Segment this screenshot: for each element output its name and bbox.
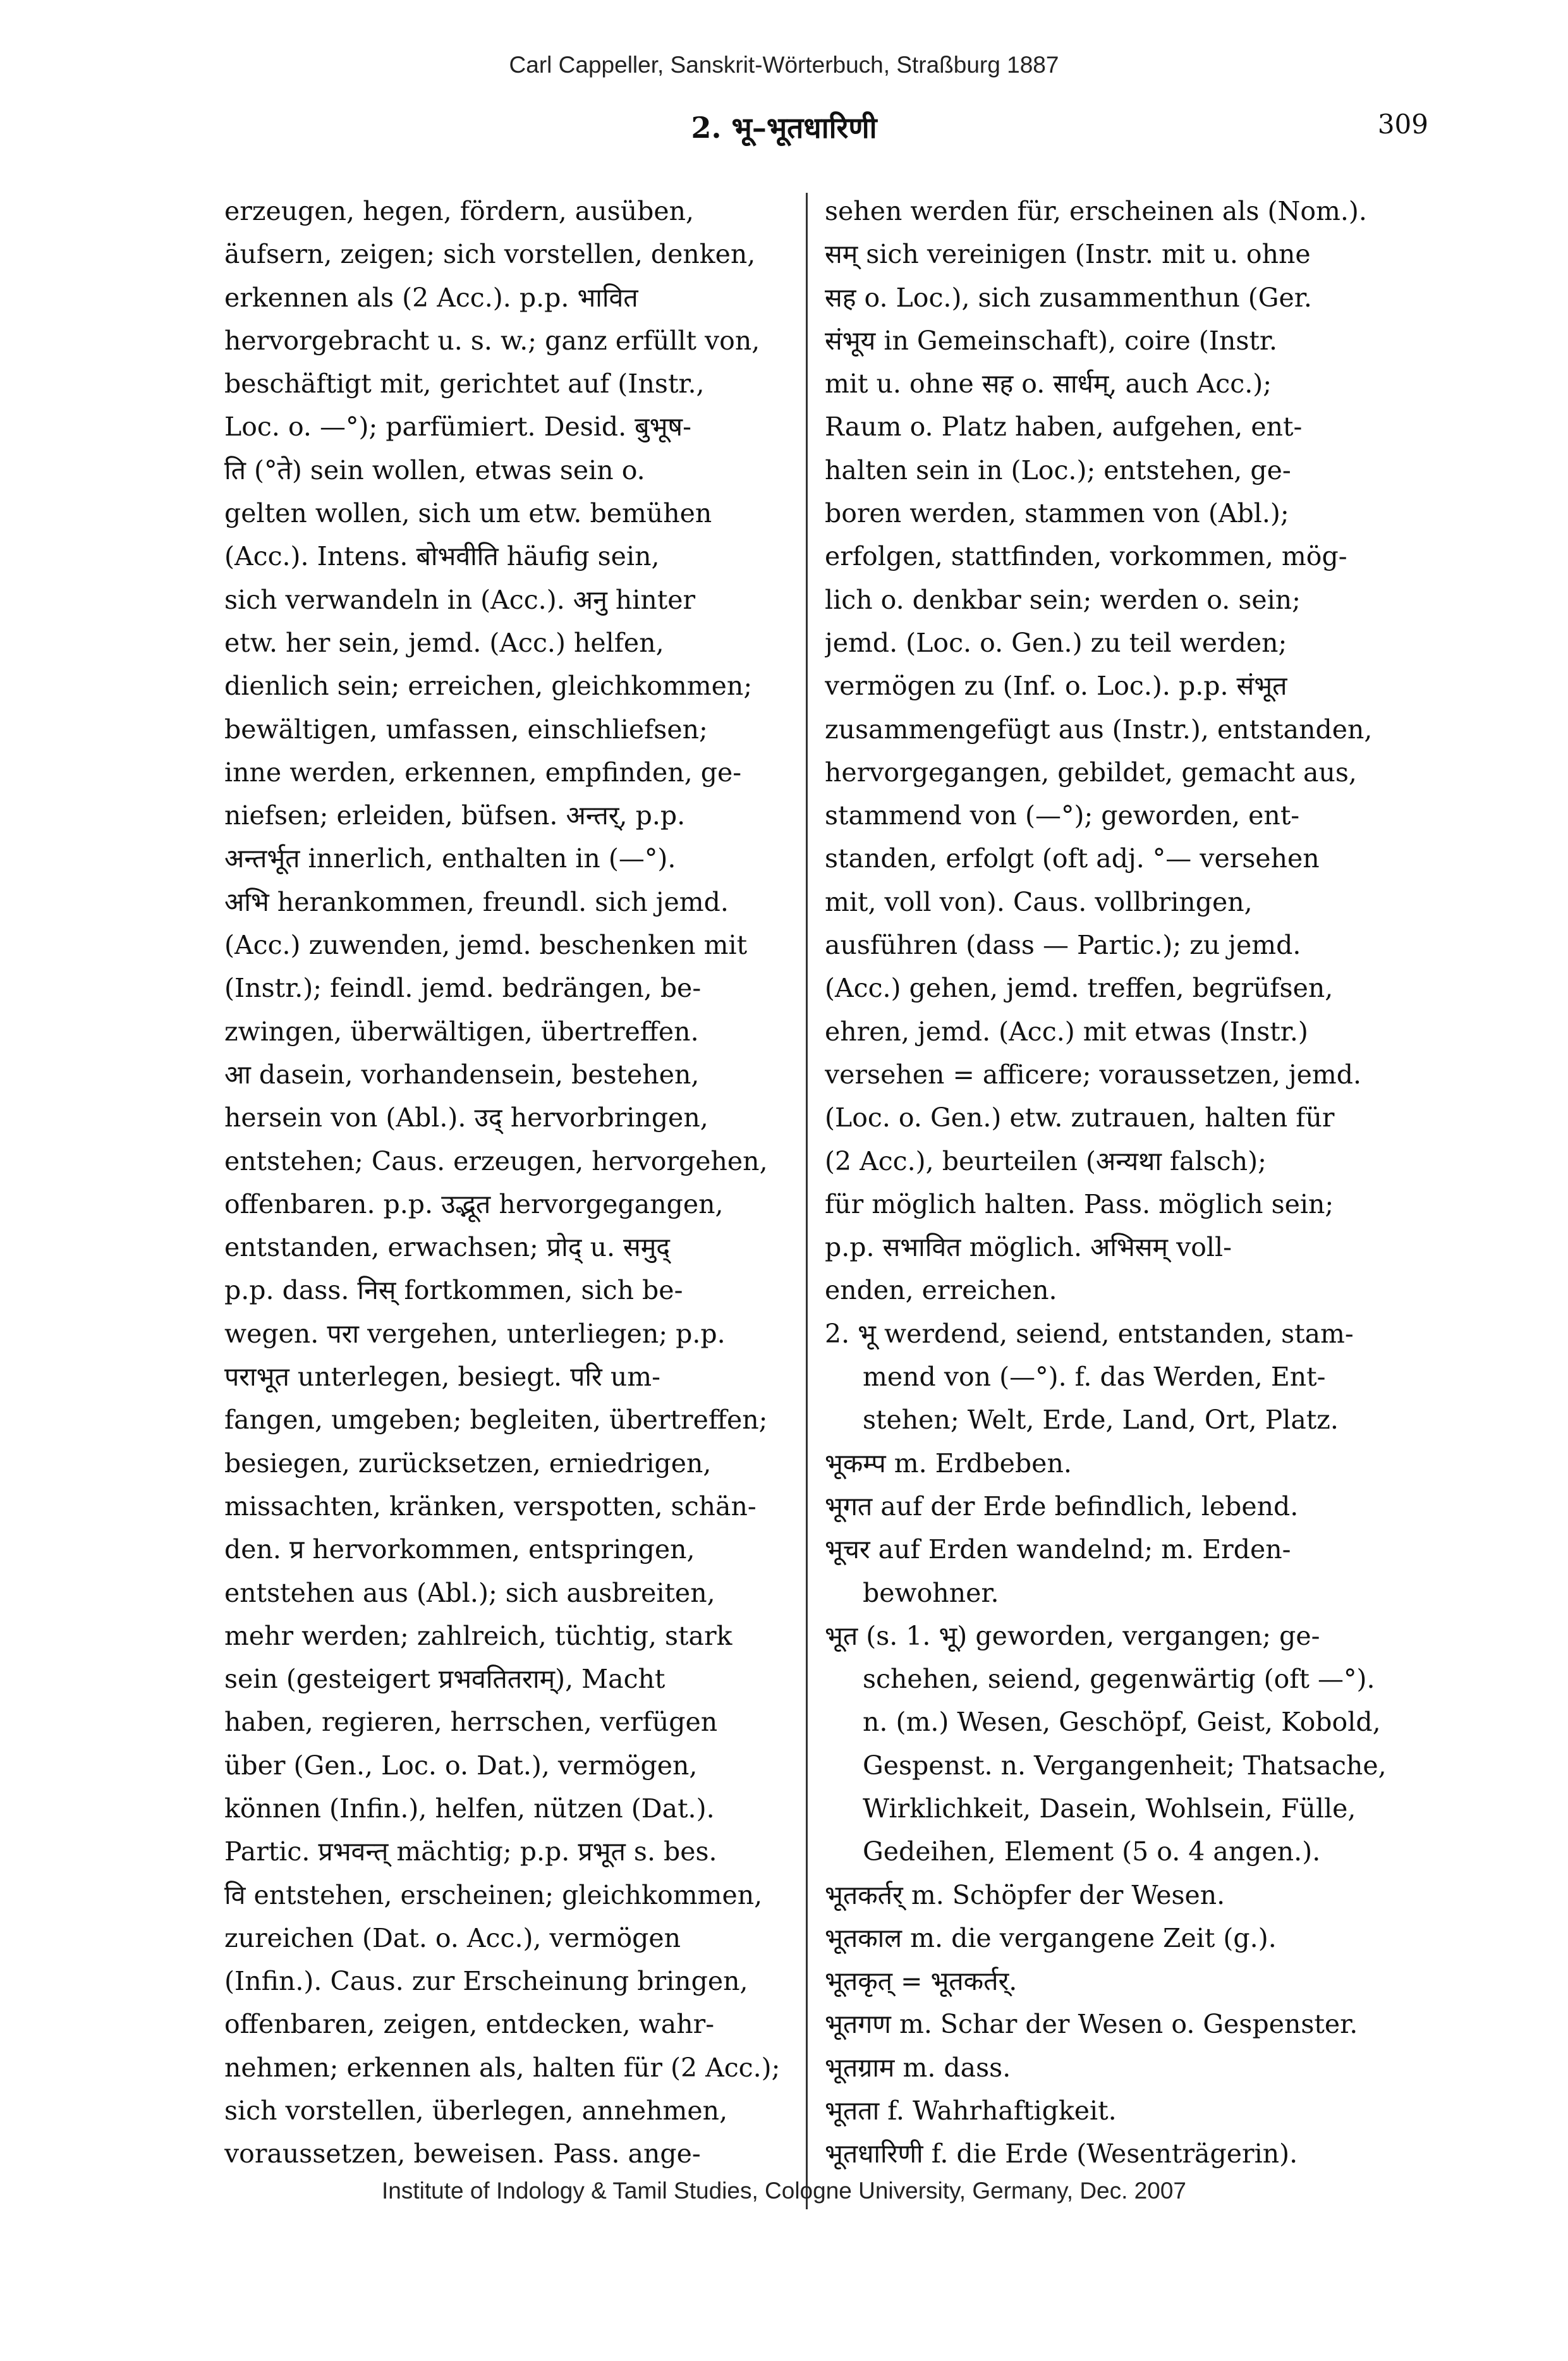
right-column-line: (Acc.) gehen, jemd. treffen, begrüfsen, — [825, 973, 1334, 1004]
left-column-line: sein (gesteigert प्रभवतितराम्), Macht — [224, 1664, 665, 1695]
right-column-line: Gespenst. n. Vergangenheit; Thatsache, — [863, 1750, 1387, 1781]
left-column-line: sich verwandeln in (Acc.). अनु hinter — [224, 584, 696, 615]
left-column-line: besiegen, zurücksetzen, erniedrigen, — [224, 1448, 712, 1479]
right-column-line: भूतकर्तर् m. Schöpfer der Wesen. — [825, 1879, 1225, 1910]
left-column-line: वि entstehen, erscheinen; gleichkommen, — [224, 1879, 763, 1910]
left-column-line: inne werden, erkennen, empfinden, ge- — [224, 757, 742, 788]
left-column-line: können (Infin.), helfen, nützen (Dat.). — [224, 1793, 715, 1824]
left-column-line: (Instr.); feindl. jemd. bedrängen, be- — [224, 973, 702, 1004]
left-column-line: mehr werden; zahlreich, tüchtig, stark — [224, 1620, 732, 1651]
right-column-line: Raum o. Platz haben, aufgehen, ent- — [825, 412, 1303, 442]
left-column-line: missachten, kränken, verspotten, schän- — [224, 1491, 757, 1522]
left-column-line: ति (°ते) sein wollen, etwas sein o. — [224, 455, 645, 485]
left-column-line: अभि herankommen, freundl. sich jemd. — [224, 886, 729, 917]
right-column-line: stehen; Welt, Erde, Land, Ort, Platz. — [863, 1405, 1339, 1436]
column-divider — [806, 193, 808, 2209]
right-column-line: mit, voll von). Caus. vollbringen, — [825, 886, 1253, 917]
left-column-line: (Infin.). Caus. zur Erscheinung bringen, — [224, 1966, 748, 1997]
left-column-line: erzeugen, hegen, fördern, ausüben, — [224, 196, 695, 226]
right-column-line: (Loc. o. Gen.) etw. zutrauen, halten für — [825, 1102, 1335, 1133]
right-column-line: mit u. ohne सह o. सार्धम्, auch Acc.); — [825, 369, 1272, 400]
right-column-line: hervorgegangen, gebildet, gemacht aus, — [825, 757, 1357, 788]
right-column-line: भूत (s. 1. भू) geworden, vergangen; ge- — [825, 1620, 1320, 1651]
right-column-line: सम् sich vereinigen (Instr. mit u. ohne — [825, 239, 1311, 270]
left-column-line: fangen, umgeben; begleiten, übertreffen; — [224, 1405, 768, 1436]
left-column-line: (Acc.) zuwenden, jemd. beschenken mit — [224, 930, 748, 961]
right-column-line: भूतधारिणी f. die Erde (Wesenträgerin). — [825, 2138, 1298, 2169]
right-column-line: für möglich halten. Pass. möglich sein; — [825, 1188, 1334, 1219]
right-column-line: 2. भू werdend, seiend, entstanden, stam- — [825, 1318, 1354, 1349]
left-column-line: zwingen, überwältigen, übertreffen. — [224, 1016, 699, 1047]
right-column-line: versehen = afficere; voraussetzen, jemd. — [825, 1059, 1362, 1090]
running-head: 2. भू–भूतधारिणी — [691, 111, 877, 145]
left-column-line: über (Gen., Loc. o. Dat.), vermögen, — [224, 1750, 698, 1781]
right-column-line: n. (m.) Wesen, Geschöpf, Geist, Kobold, — [863, 1707, 1381, 1738]
left-column-line: hersein von (Abl.). उद् hervorbringen, — [224, 1102, 708, 1133]
left-column-line: nehmen; erkennen als, halten für (2 Acc.); — [224, 2052, 781, 2083]
right-column-line: zusammengefügt aus (Instr.), entstanden, — [825, 714, 1373, 745]
right-column-line: jemd. (Loc. o. Gen.) zu teil werden; — [825, 627, 1287, 658]
left-column-line: äufsern, zeigen; sich vorstellen, denken, — [224, 239, 756, 270]
right-column — [825, 190, 1413, 2176]
left-column-line: अन्तर्भूत innerlich, enthalten in (—°). — [224, 843, 676, 874]
left-column-line: entstanden, erwachsen; प्रोद् u. समुद् — [224, 1232, 671, 1263]
right-column-line: भूतग्राम m. dass. — [825, 2052, 1011, 2083]
page-number: 309 — [1377, 109, 1428, 140]
left-column-line: hervorgebracht u. s. w.; ganz erfüllt von, — [224, 325, 760, 356]
right-column-line: भूतकृत् = भूतकर्तर्. — [825, 1966, 1018, 1997]
right-column-line: भूतता f. Wahrhaftigkeit. — [825, 2096, 1117, 2126]
right-column-line: standen, erfolgt (oft adj. °— versehen — [825, 843, 1320, 874]
right-column-line: mend von (—°). f. das Werden, Ent- — [863, 1362, 1326, 1393]
footer-credit: Institute of Indology & Tamil Studies, Cologne University, Germany, Dec. 2007 — [381, 2178, 1186, 2204]
right-column-line: (2 Acc.), beurteilen (अन्यथा falsch); — [825, 1145, 1267, 1176]
right-column-line: erfolgen, stattfinden, vorkommen, mög- — [825, 541, 1347, 572]
left-column-line: (Acc.). Intens. बोभवीति häufig sein, — [224, 541, 660, 572]
right-column-line: vermögen zu (Inf. o. Loc.). p.p. संभूत — [825, 671, 1287, 702]
left-column-line: voraussetzen, beweisen. Pass. ange- — [224, 2138, 701, 2169]
right-column-line: lich o. denkbar sein; werden o. sein; — [825, 584, 1301, 615]
left-column-line: offenbaren, zeigen, entdecken, wahr- — [224, 2009, 715, 2040]
left-column-line: haben, regieren, herrschen, verfügen — [224, 1707, 718, 1738]
right-column-line: sehen werden für, erscheinen als (Nom.). — [825, 196, 1367, 226]
left-column-line: p.p. dass. निस् fortkommen, sich be- — [224, 1275, 683, 1306]
right-column-line: भूगत auf der Erde befindlich, lebend. — [825, 1491, 1299, 1522]
right-column-line: stammend von (—°); geworden, ent- — [825, 800, 1300, 831]
left-column-line: आ dasein, vorhandensein, bestehen, — [224, 1059, 700, 1090]
left-column-line: etw. her sein, jemd. (Acc.) helfen, — [224, 627, 664, 658]
left-column-line: erkennen als (2 Acc.). p.p. भावित — [224, 282, 638, 313]
left-column-line: Loc. o. —°); parfümiert. Desid. बुभूष- — [224, 412, 691, 442]
left-column-line: beschäftigt mit, gerichtet auf (Instr., — [224, 369, 705, 400]
left-column-line: entstehen; Caus. erzeugen, hervorgehen, — [224, 1145, 768, 1176]
right-column-line: bewohner. — [863, 1577, 999, 1608]
right-column-line: p.p. सभावित möglich. अभिसम् voll- — [825, 1232, 1232, 1263]
left-column-line: wegen. परा vergehen, unterliegen; p.p. — [224, 1318, 726, 1349]
right-column-line: सह o. Loc.), sich zusammenthun (Ger. — [825, 282, 1312, 313]
right-column-line: Wirklichkeit, Dasein, Wohlsein, Fülle, — [863, 1793, 1356, 1824]
right-column-line: भूतकाल m. die vergangene Zeit (g.). — [825, 1922, 1277, 1953]
left-column-line: zureichen (Dat. o. Acc.), vermögen — [224, 1922, 681, 1953]
left-column-line: dienlich sein; erreichen, gleichkommen; — [224, 671, 753, 702]
left-column-line: gelten wollen, sich um etw. bemühen — [224, 498, 712, 529]
right-column-line: भूचर auf Erden wandelnd; m. Erden- — [825, 1534, 1291, 1565]
left-column — [224, 190, 812, 2176]
source-line: Carl Cappeller, Sanskrit-Wörterbuch, Straßburg 1887 — [509, 52, 1059, 78]
left-column-line: sich vorstellen, überlegen, annehmen, — [224, 2096, 728, 2126]
right-column-line: schehen, seiend, gegenwärtig (oft —°). — [863, 1664, 1375, 1695]
left-column-line: bewältigen, umfassen, einschliefsen; — [224, 714, 708, 745]
right-column-line: enden, erreichen. — [825, 1275, 1057, 1306]
right-column-line: संभूय in Gemeinschaft), coire (Instr. — [825, 325, 1278, 356]
right-column-line: Gedeihen, Element (5 o. 4 angen.). — [863, 1836, 1321, 1867]
right-column-line: halten sein in (Loc.); entstehen, ge- — [825, 455, 1291, 485]
right-column-line: boren werden, stammen von (Abl.); — [825, 498, 1289, 529]
right-column-line: ehren, jemd. (Acc.) mit etwas (Instr.) — [825, 1016, 1308, 1047]
right-column-line: भूतगण m. Schar der Wesen o. Gespenster. — [825, 2009, 1358, 2040]
left-column-line: Partic. प्रभवन्त् mächtig; p.p. प्रभूत s. bes. — [224, 1836, 717, 1867]
left-column-line: पराभूत unterlegen, besiegt. परि um- — [224, 1362, 660, 1393]
right-column-line: भूकम्प m. Erdbeben. — [825, 1448, 1072, 1479]
right-column-line: ausführen (dass — Partic.); zu jemd. — [825, 930, 1301, 961]
left-column-line: den. प्र hervorkommen, entspringen, — [224, 1534, 695, 1565]
left-column-line: niefsen; erleiden, büfsen. अन्तर्, p.p. — [224, 800, 686, 831]
left-column-line: offenbaren. p.p. उद्भूत hervorgegangen, — [224, 1188, 724, 1219]
left-column-line: entstehen aus (Abl.); sich ausbreiten, — [224, 1577, 715, 1608]
